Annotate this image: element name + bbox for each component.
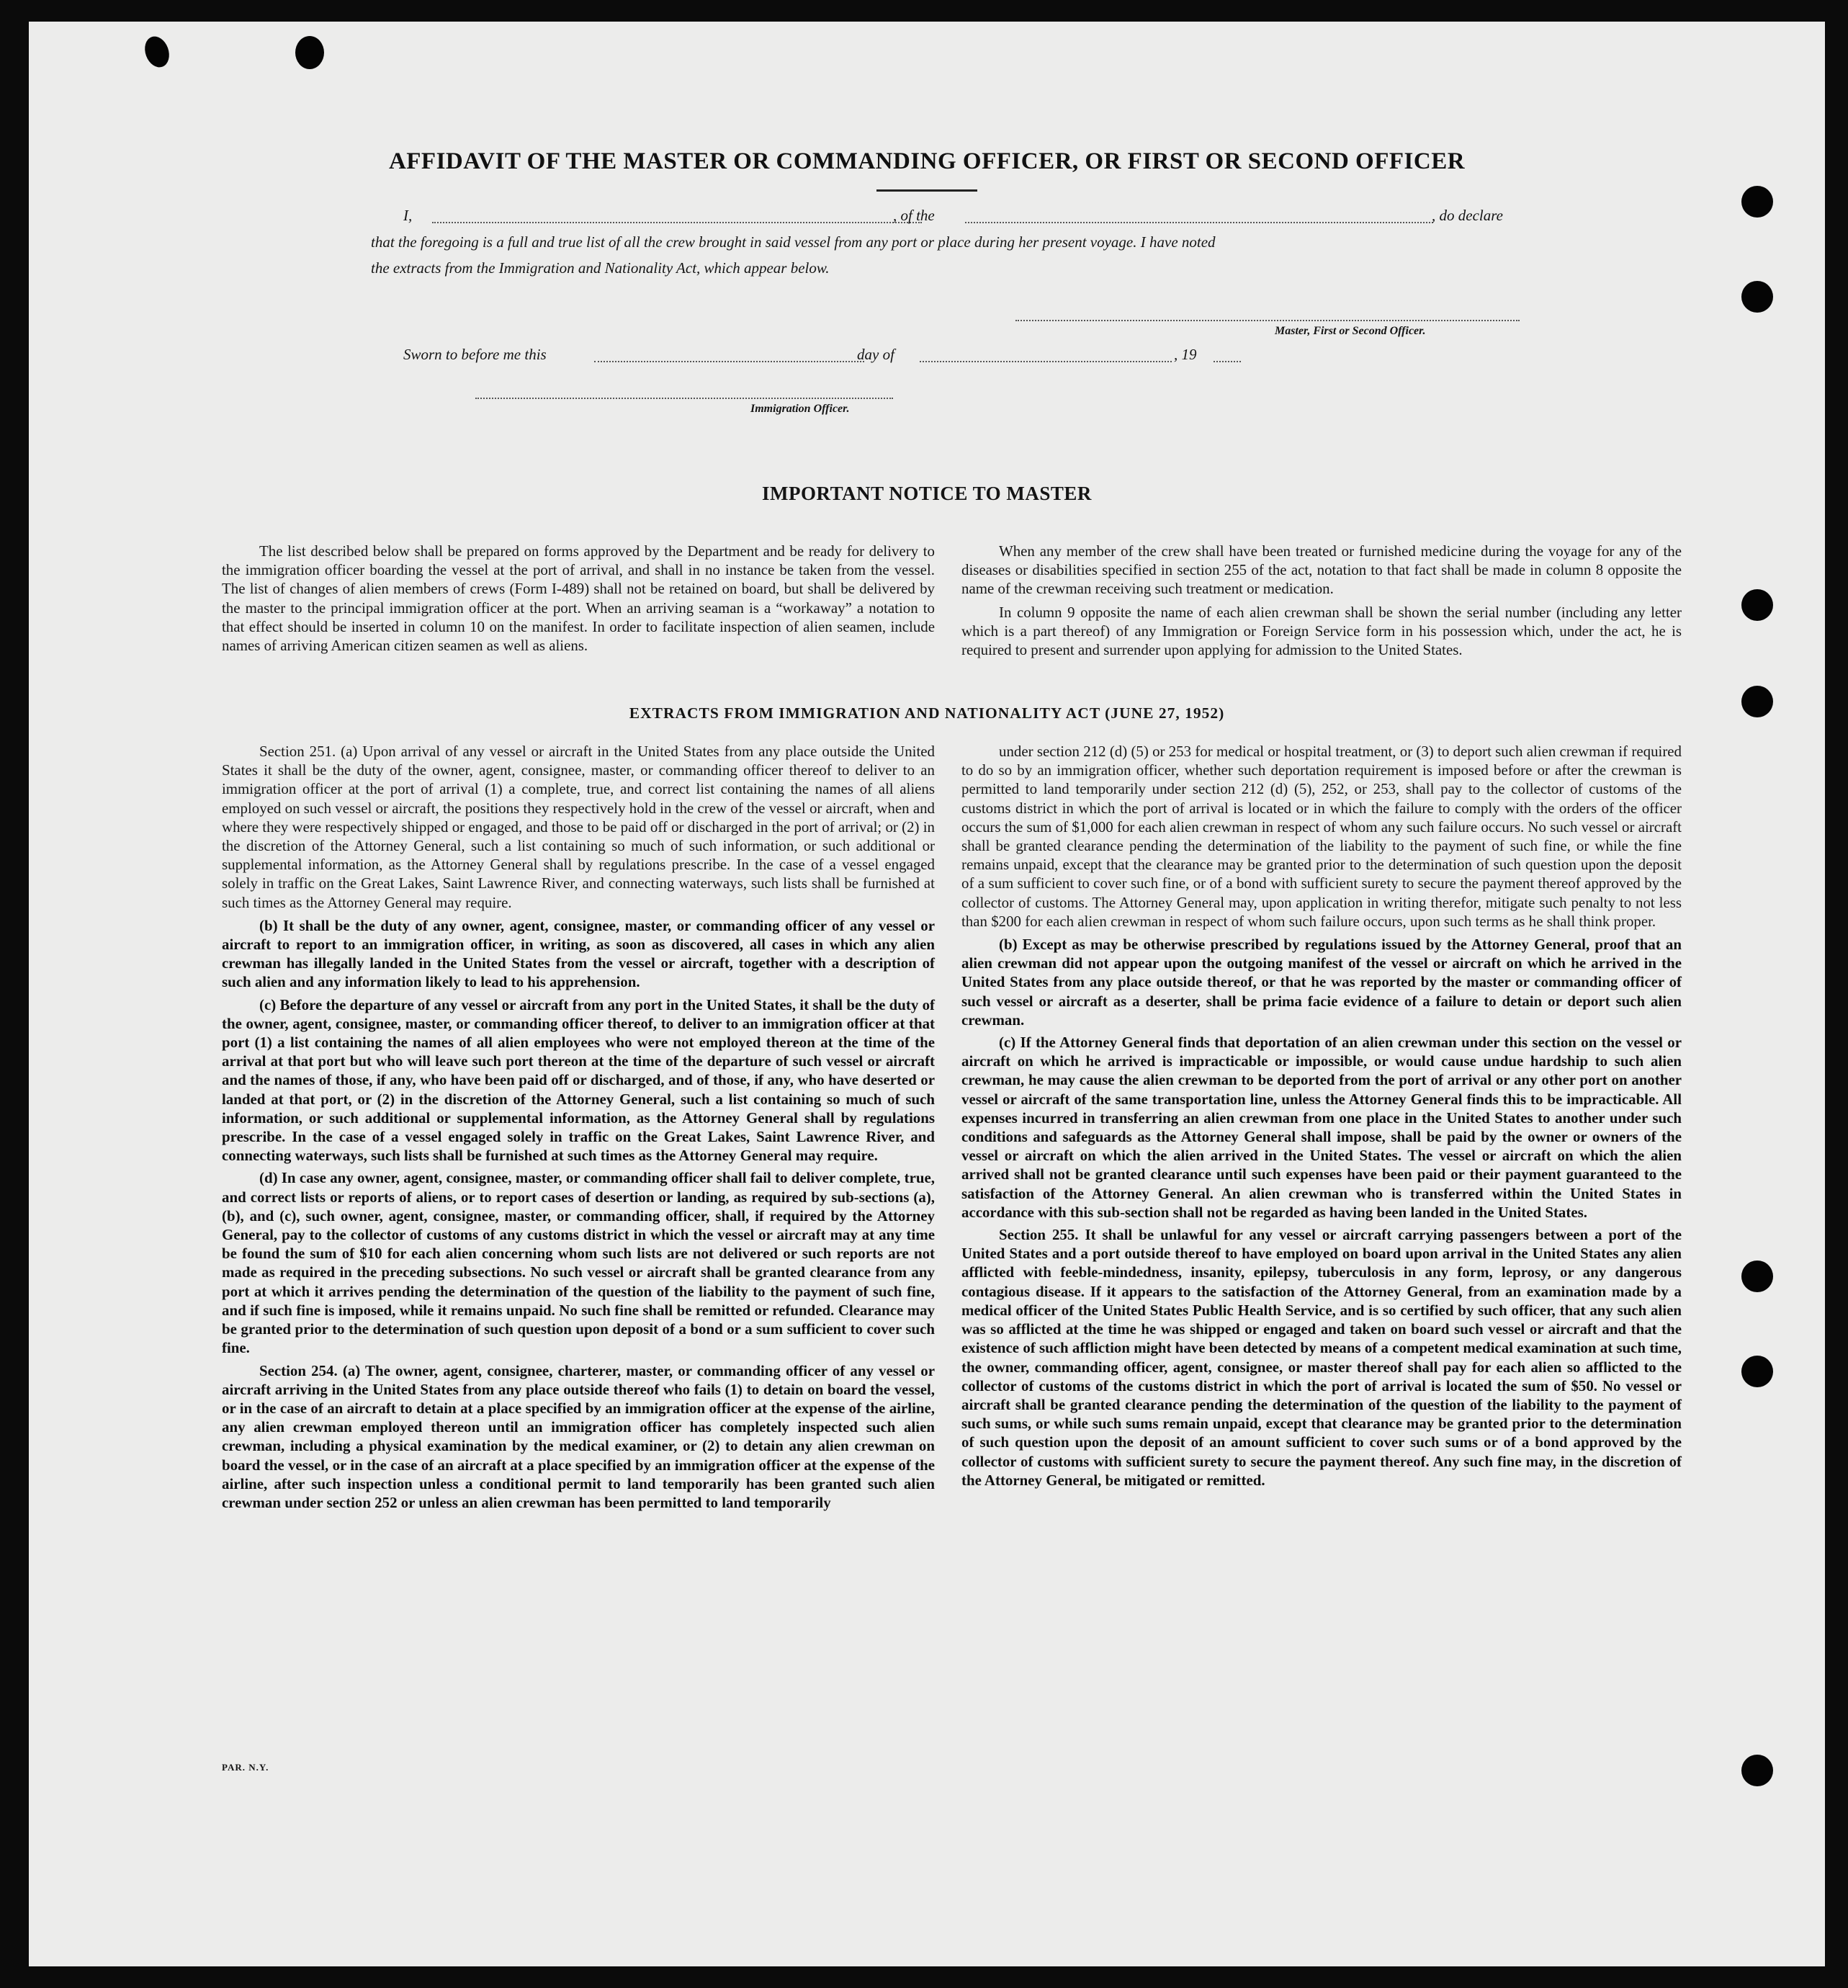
binder-hole <box>1741 186 1773 218</box>
extracts-heading: EXTRACTS FROM IMMIGRATION AND NATIONALITY ACT (JUNE 27, 1952) <box>629 704 1225 722</box>
extract-paragraph: (d) In case any owner, agent, consignee, master, or commanding officer shall fail to deliver complete, true, and correct lists or reports of aliens, or to report cases of desertion or landing, as required by sub-sections (a), (b), and (c), such owner, agent, consignee, master, or commanding officer, shall, if required by the Attorney General, pay to the collector of customs of any customs district in which the vessel or aircraft may at any time be found the sum of $10 for each alien concerning whom such lists are not delivered or such reports are not made as required in the preceding subsections. No such vessel or aircraft shall be granted clearance from any port at which it arrives pending the determination of the question of the liability to the payment of such fine, and if such fine is imposed, while it remains unpaid. No such fine shall be remitted or refunded. Clearance may be granted prior to the determination of such question upon deposit of a bond or a sum sufficient to cover such fine. <box>222 1169 935 1357</box>
declare-i-label: I, <box>403 207 413 224</box>
officer-signature-line[interactable] <box>475 398 893 399</box>
extract-paragraph: Section 255. It shall be unlawful for any vessel or aircraft carrying passengers between a port of the United States and a port outside thereof to have employed on board upon arrival in the United States any alien afflicted with feeble-mindedness, insanity, epilepsy, tuberculosis in any form, leprosy, or any dangerous contagious disease. If it appears to the satisfaction of the Attorney General, from an examination made by a medical officer of the United States Public Health Service, and is so certified by such officer, that any such alien was so afflicted at the time he was shipped or engaged and taken on board such vessel or aircraft and that the existence of such affliction might have been detected by means of a competent medical examination at such time, the owner, commanding officer, agent, consignee, or master thereof shall pay for each alien so afflicted to the collector of customs of the customs district in which the port of arrival is located the sum of $50. No vessel or aircraft shall be granted clearance pending the determination of the question of the liability to the payment of such sums, or while such sums remain unpaid, except that clearance may be granted prior to the determination of such question upon the deposit of an amount sufficient to cover such sums or of a bond approved by the collector of customs with sufficient surety to secure the payment thereof. Any such fine may, in the discretion of the Attorney General, be mitigated or remitted. <box>961 1226 1682 1489</box>
extract-paragraph: (c) If the Attorney General finds that deportation of an alien crewman under this section on the vessel or aircraft on which he arrived is impracticable or impossible, or would cause undue hardship to such alien crewman, he may cause the alien crewman to be deported from the port of arrival or any other port on another vessel or aircraft of the same transportation line, unless the Attorney General finds this to be impracticable. All expenses incurred in transferring an alien crewman from one place in the United States to another under such conditions and safeguards as the Attorney General shall impose, shall be paid by the owner or owners of the vessel or aircraft on which the alien arrived in the United States. The vessel or aircraft on which the alien arrived shall not be granted clearance until such expenses have been paid or their payment guaranteed to the satisfaction of the Attorney General. An alien crewman who is transferred within the United States in accordance with this sub-section shall not be regarded as having been landed in the United States. <box>961 1034 1682 1221</box>
extract-paragraph: (c) Before the departure of any vessel or aircraft from any port in the United States, it shall be the duty of the owner, agent, consignee, master, or commanding officer thereof, to deliver to an immigration officer at that port (1) a list containing the names of all alien employees who were not employed thereon at the time of the arrival at that port but who will leave such port thereon at the time of the departure of such vessel or aircraft and the names of those, if any, who have been paid off or discharged, and of those, if any, who have deserted or landed at that port, or (2) in the discretion of the Attorney General, such a list containing so much of such information, or such additional or supplemental information, as the Attorney General shall by regulations prescribe. In the case of a vessel engaged solely in traffic on the Great Lakes, Saint Lawrence River, and connecting waterways, such lists shall be furnished at such times as the Attorney General may require. <box>222 995 935 1165</box>
notice-heading: IMPORTANT NOTICE TO MASTER <box>762 483 1092 504</box>
declaration-line-1: that the foregoing is a full and true list of all the crew brought in said vessel from any port or place during her present voyage. I have noted <box>371 233 1216 251</box>
notice-paragraph: In column 9 opposite the name of each alien crewman shall be shown the serial number (including any letter which is a part thereof) of any Immigration or Foreign Service form in his possession which, under the act, he is required to present and surrender upon applying for admission to the United States. <box>961 603 1682 659</box>
officer-signature-caption: Immigration Officer. <box>750 403 850 415</box>
binder-hole <box>1741 589 1773 621</box>
extract-paragraph: Section 254. (a) The owner, agent, consignee, charterer, master, or commanding officer of any vessel or aircraft arriving in the United States from any place outside thereof who fails (1) to detain on board the vessel, or in the case of an aircraft to detain at a place specified by an immigration officer at the expense of the airline, any alien crewman employed thereon until an immigration officer has completely inspected such alien crewman, including a physical examination by the medical examiner, or (2) to detain any alien crewman on board the vessel, or in the case of an aircraft at a place specified by an immigration officer at the expense of the airline, after such inspection unless a conditional permit to land temporarily has been granted such alien crewman under section 252 or unless an alien crewman has been permitted to land temporarily <box>222 1361 935 1511</box>
notice-left-column <box>222 542 935 659</box>
master-signature-line[interactable] <box>1015 320 1520 321</box>
vessel-name-field[interactable] <box>965 222 1433 223</box>
binder-hole <box>1741 1261 1773 1292</box>
extract-paragraph: Section 251. (a) Upon arrival of any vessel or aircraft in the United States from any place outside the United States it shall be the duty of the owner, agent, consignee, master, or commanding officer thereof to deliver to an immigration officer at the port of arrival (1) a complete, true, and correct list containing the names of all aliens employed on such vessel or aircraft, the positions they respectively hold in the crew of the vessel or aircraft, when and where they were respectively shipped or engaged, and those to be paid off or discharged in the port of arrival; or (2) in the discretion of the Attorney General, such a list containing so much of such information, or such additional or supplemental information, as the Attorney General shall by regulations prescribe. In the case of a vessel engaged solely in traffic on the Great Lakes, Saint Lawrence River, and connecting waterways, such lists shall be furnished at such times as the Attorney General may require. <box>222 743 935 911</box>
affidavit-title: AFFIDAVIT OF THE MASTER OR COMMANDING OFFICER, OR FIRST OR SECOND OFFICER <box>388 148 1466 174</box>
extract-paragraph: under section 212 (d) (5) or 253 for medical or hospital treatment, or (3) to deport such alien crewman if required to do so by an immigration officer, whether such deportation requirement is imposed before or after the crewman is permitted to land temporarily under section 212 (d) (5), 252, or 253, shall pay to the collector of customs of the customs district in which the port of arrival is located or in which the failure to comply with the orders of the officer occurs the sum of $1,000 for each alien crewman in respect of whom any such failure occurs. No such vessel or aircraft shall be granted clearance pending the determination of the liability to the payment of such fine, or while the fine remains unpaid, except that the clearance may be granted prior to the determination of such question upon the deposit of a sum sufficient to cover such fine, or of a bond with sufficient surety to secure the payment thereof approved by the collector of customs. The Attorney General may, upon application in writing therefor, mitigate such penalty to not less than $200 for each alien crewman in respect of whom such failure occurs, upon such terms as he shall think proper. <box>961 743 1682 930</box>
ink-blot <box>140 33 173 71</box>
ink-blot <box>295 36 324 69</box>
extracts-right-bold-block <box>961 935 1682 1490</box>
declare-of-the-label: , of the <box>893 207 935 224</box>
binder-hole <box>1741 1755 1773 1786</box>
extracts-right-column <box>961 742 1682 1493</box>
sworn-label: Sworn to before me this <box>403 346 547 363</box>
extracts-left-column <box>222 742 935 1515</box>
declaration-line-2: the extracts from the Immigration and Nationality Act, which appear below. <box>371 259 830 277</box>
declarant-name-field[interactable] <box>432 222 922 223</box>
document-page <box>29 22 1825 1966</box>
notice-right-column <box>961 542 1682 663</box>
extract-paragraph: (b) Except as may be otherwise prescribed by regulations issued by the Attorney General, proof that an alien crewman did not appear upon the outgoing manifest of the vessel or aircraft on which he arrived in the United States from any place outside thereof, or that he was reported by the master or commanding officer of such vessel or aircraft as a deserter, shall be prima facie evidence of a failure to detain or deport such alien crewman. <box>961 936 1682 1029</box>
notice-paragraph: The list described below shall be prepared on forms approved by the Department and be ready for delivery to the immigration officer boarding the vessel at the port of arrival, and shall in no instance be taken from the vessel. The list of changes of alien members of crews (Form I-489) shall not be retained on board, but shall be delivered by the master to the principal immigration officer at the port. When an arriving seaman is a “workaway” a notation to that effect should be inserted in column 10 on the manifest. In order to facilitate inspection of alien seamen, include names of arriving American citizen seamen as well as aliens. <box>222 542 935 655</box>
title-underline <box>876 189 977 192</box>
notice-paragraph: When any member of the crew shall have been treated or furnished medicine during the voyage for any of the diseases or disabilities specified in section 255 of the act, notation to that fact shall be made in column 8 opposite the name of the crewman receiving such treatment or medication. <box>961 542 1682 598</box>
printer-mark: PAR. N.Y. <box>222 1762 269 1773</box>
master-signature-caption: Master, First or Second Officer. <box>1275 325 1426 337</box>
sworn-year-field[interactable] <box>1214 361 1241 362</box>
day-of-label: day of <box>857 346 894 363</box>
extract-paragraph: (b) It shall be the duty of any owner, agent, consignee, master, or commanding officer of any vessel or aircraft to report to an immigration officer, in writing, as soon as discovered, all cases in which any alien crewman has illegally landed in the United States from the vessel or aircraft, together with a description of such alien and any information likely to lead to his apprehension. <box>222 916 935 991</box>
binder-hole <box>1741 281 1773 313</box>
year-label: , 19 <box>1174 346 1197 363</box>
extracts-left-bold-block <box>222 916 935 1512</box>
binder-hole <box>1741 1356 1773 1387</box>
sworn-month-field[interactable] <box>920 361 1172 362</box>
declare-end-label: , do declare <box>1432 207 1503 224</box>
sworn-day-field[interactable] <box>594 361 864 362</box>
